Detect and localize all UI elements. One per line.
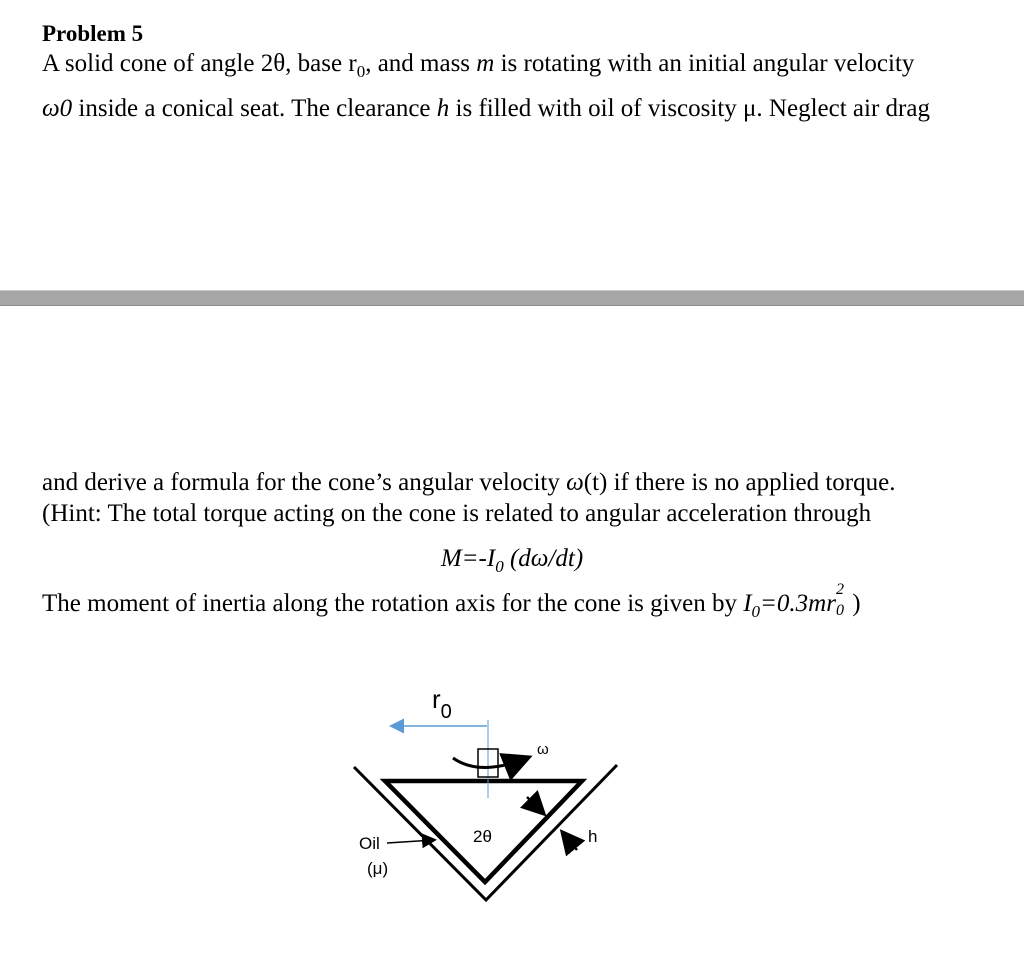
sub-sup-group — [835, 581, 846, 619]
problem-text-line-1 — [42, 49, 914, 87]
formula-part: (dω/dt) — [503, 545, 584, 572]
clearance-arrow-out — [563, 833, 577, 850]
clearance-label: h — [588, 827, 598, 846]
text-segment: ) — [845, 590, 861, 617]
subscript: 0 — [751, 602, 761, 621]
mass-symbol: m — [476, 50, 495, 77]
viscosity-label: (μ) — [367, 859, 389, 878]
text-segment: is filled with oil of viscosity μ. Neglect air drag — [449, 95, 930, 122]
subscript: 0 — [835, 602, 844, 619]
omega-label: ω — [537, 741, 549, 758]
text-segment: The moment of inertia along the rotation axis for the cone is given by — [42, 590, 744, 617]
text-segment: , and mass — [365, 50, 477, 77]
torque-formula — [0, 544, 1024, 582]
clearance-arrow-in — [527, 797, 543, 813]
r0-label: $r_0$ — [432, 684, 452, 723]
problem-text-line-2 — [42, 94, 930, 124]
clearance-symbol: h — [436, 95, 450, 122]
text-segment: and derive a formula for the cone’s angular velocity — [42, 469, 567, 496]
rotation-arrow — [453, 758, 527, 768]
text-segment: (t) if there is no applied torque. — [583, 469, 896, 496]
omega-symbol: ω — [566, 469, 584, 496]
cone-diagram — [330, 670, 650, 910]
problem-text-line-3 — [42, 468, 895, 498]
theta-label: 2θ — [473, 827, 492, 846]
inertia-expression: =0.3mr — [760, 590, 836, 617]
hint-text: (Hint: The total torque acting on the cone is related to angular acceleration through — [42, 500, 872, 527]
formula-part: M=-I — [440, 545, 496, 572]
problem-title: Problem 5 — [42, 21, 144, 46]
omega0-symbol: ω0 — [42, 95, 73, 122]
subscript: 0 — [495, 557, 504, 576]
oil-label: Oil — [359, 834, 380, 853]
inertia-symbol: I — [743, 590, 752, 617]
text-segment: A solid cone of angle 2θ, base r — [42, 50, 357, 77]
subscript: 0 — [356, 62, 366, 81]
page-divider — [0, 290, 1024, 306]
moment-of-inertia-text — [42, 581, 861, 627]
superscript: 2 — [835, 581, 844, 598]
text-segment: is rotating with an initial angular velocity — [494, 50, 915, 77]
text-segment: inside a conical seat. The clearance — [72, 95, 437, 122]
